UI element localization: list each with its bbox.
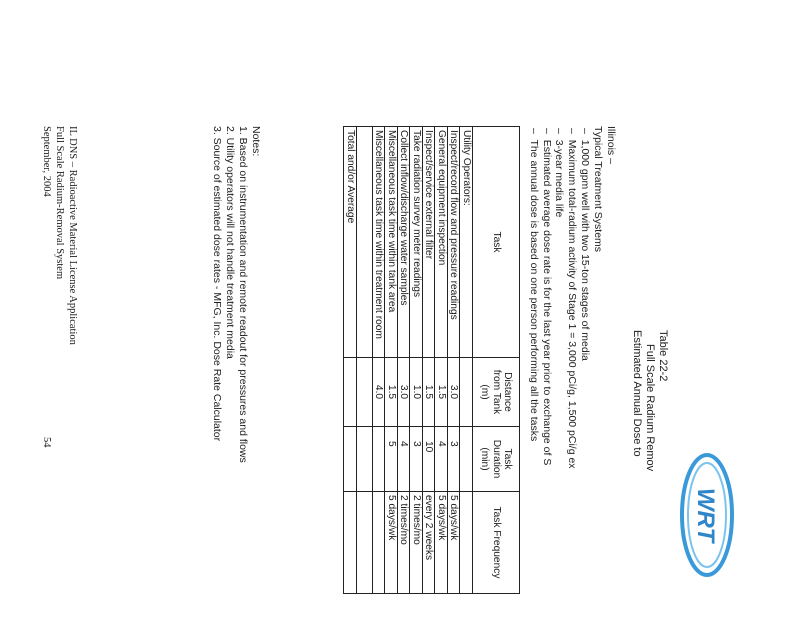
task-cell: Miscellaneous task time within treatment room bbox=[373, 127, 386, 358]
table-number: Table 22-2 bbox=[657, 330, 669, 382]
task-cell: Inspect/service external filter bbox=[423, 127, 436, 358]
dose-table bbox=[344, 126, 521, 594]
duration-cell bbox=[373, 427, 386, 492]
state-heading: Illinois – bbox=[605, 126, 617, 164]
spacer-row bbox=[357, 127, 373, 594]
note-item: 1. Based on instrumentation and remote readout for pressures and flows bbox=[237, 126, 249, 463]
bullet-list bbox=[527, 128, 591, 469]
duration-cell: 4 bbox=[435, 427, 448, 492]
distance-cell: 1.0 bbox=[410, 358, 423, 427]
frequency-cell: every 2 weeks bbox=[423, 492, 436, 594]
bullet-item: – Estimated average dose rate is for the last year prior to exchange of S bbox=[540, 128, 553, 466]
frequency-cell: 2 times/mo bbox=[410, 492, 423, 594]
footer-line-2: Full Scale Radium-Removal System bbox=[54, 126, 65, 280]
section-row bbox=[460, 127, 473, 594]
table-title-line-3: Estimated Annual Dose to bbox=[631, 330, 643, 457]
footer-line-1: IL DNS – Radioactive Material License Application bbox=[67, 126, 78, 345]
bullet-item: – The annual dose is based on one person performing all the tasks bbox=[527, 128, 540, 442]
column-header-frequency: Task Frequency bbox=[473, 492, 520, 594]
table-header-row bbox=[473, 127, 520, 594]
task-cell: Miscellaneous task time within tank area bbox=[385, 127, 398, 358]
task-cell: Collect inflow/discharge water samples bbox=[398, 127, 411, 358]
frequency-cell: 5 days/wk bbox=[435, 492, 448, 594]
duration-cell: 4 bbox=[398, 427, 411, 492]
distance-cell: 1.5 bbox=[435, 358, 448, 427]
column-header-duration: Task Duration (min) bbox=[473, 427, 520, 492]
duration-cell: 3 bbox=[410, 427, 423, 492]
page-number: 54 bbox=[41, 437, 52, 448]
distance-cell: 4.0 bbox=[373, 358, 386, 427]
task-cell: Take radiation survey meter readings bbox=[410, 127, 423, 358]
notes-heading: Notes: bbox=[250, 126, 262, 157]
table-row bbox=[373, 127, 386, 594]
frequency-cell: 2 times/mo bbox=[398, 492, 411, 594]
task-cell: General equipment inspection bbox=[435, 127, 448, 358]
table-row bbox=[423, 127, 436, 594]
frequency-cell: 5 days/wk bbox=[385, 492, 398, 594]
table-title-line-2: Full Scale Radium Remov bbox=[644, 344, 656, 472]
duration-cell: 10 bbox=[423, 427, 436, 492]
duration-cell: 3 bbox=[448, 427, 461, 492]
section-label: Utility Operators: bbox=[460, 127, 473, 358]
table-row bbox=[398, 127, 411, 594]
total-label: Total and/or Average bbox=[344, 127, 357, 358]
table-row bbox=[435, 127, 448, 594]
total-row bbox=[344, 127, 357, 594]
distance-cell: 3.0 bbox=[448, 358, 461, 427]
bullet-item: – 1,000 gpm well with two 15-ton stages of media bbox=[579, 128, 591, 361]
note-item: 2. Utility operators will not handle treatment media bbox=[224, 126, 236, 359]
distance-cell: 1.5 bbox=[385, 358, 398, 427]
task-cell: Inspect/record flow and pressure readings bbox=[448, 127, 461, 358]
svg-text:WRT: WRT bbox=[692, 487, 719, 543]
systems-heading: Typical Treatment Systems bbox=[592, 126, 604, 253]
table-row bbox=[385, 127, 398, 594]
bullet-item: – Maximum total-radium activity of Stage 1 = 3,000 pCi/g, 1,500 pCi/g ex bbox=[566, 128, 579, 469]
bullet-item: – 3-year media life bbox=[553, 128, 566, 218]
table-row bbox=[410, 127, 423, 594]
footer-date: September, 2004 bbox=[41, 126, 52, 197]
duration-cell: 5 bbox=[385, 427, 398, 492]
column-header-task: Task bbox=[473, 127, 520, 358]
frequency-cell bbox=[373, 492, 386, 594]
wrt-logo bbox=[678, 450, 736, 580]
table-row bbox=[448, 127, 461, 594]
distance-cell: 1.5 bbox=[423, 358, 436, 427]
note-item: 3. Source of estimated dose rates - MFG, Inc. Dose Rate Calculator bbox=[211, 126, 223, 442]
distance-cell: 3.0 bbox=[398, 358, 411, 427]
frequency-cell: 5 days/wk bbox=[448, 492, 461, 594]
column-header-distance: Distance from Tank (m) bbox=[473, 358, 520, 427]
